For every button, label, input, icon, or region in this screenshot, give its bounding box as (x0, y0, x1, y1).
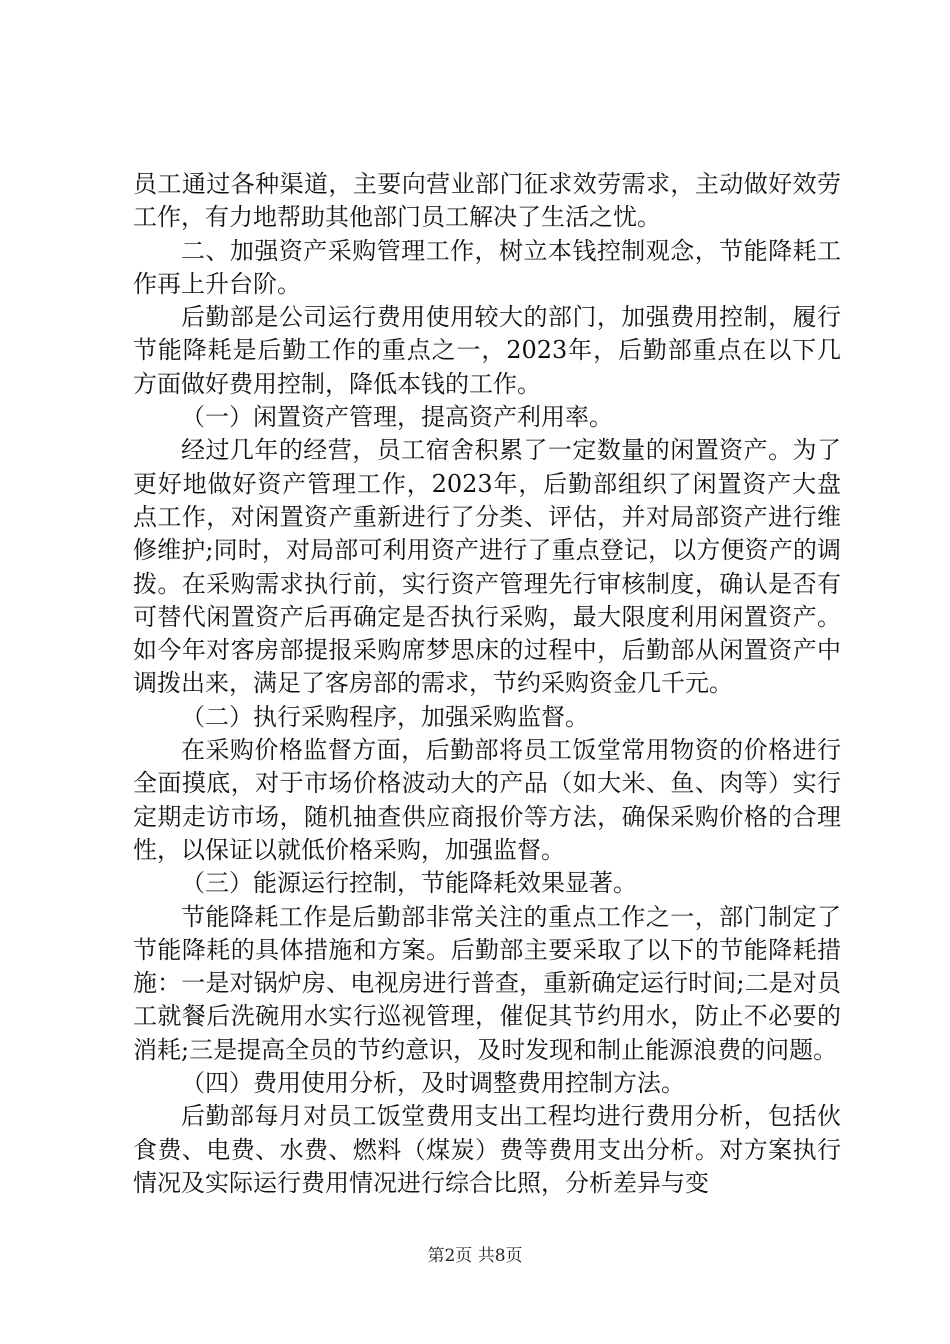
paragraph-idle-assets: 经过几年的经营，员工宿舍积累了一定数量的闲置资产。为了更好地做好资产管理工作，2023年，后勤部组织了闲置资产大盘点工作，对闲置资产重新进行了分类、评估，并对局部资产进行维修维护;同时，对局部可利用资产进行了重点登记，以方便资产的调拨。在采购需求执行前，实行资产管理先行审核制度，确认是否有可替代闲置资产后再确定是否执行采购，最大限度利用闲置资产。如今年对客房部提报采购席梦思床的过程中，后勤部从闲置资产中调拨出来，满足了客房部的需求，节约采购资金几千元。 (133, 436, 841, 698)
subsection-heading-2: （二）执行采购程序，加强采购监督。 (181, 702, 589, 731)
paragraph-cost-analysis: 后勤部每月对员工饭堂费用支出工程均进行费用分析，包括伙食费、电费、水费、燃料（煤炭）费等费用支出分析。对方案执行情况及实际运行费用情况进行综合比照，分析差异与变 (133, 1102, 841, 1197)
page-number: 第2页 共8页 (427, 1246, 523, 1266)
paragraph-intro: 后勤部是公司运行费用使用较大的部门，加强费用控制，履行节能降耗是后勤工作的重点之一，2023年，后勤部重点在以下几方面做好费用控制，降低本钱的工作。 (133, 303, 841, 398)
paragraph-procurement: 在采购价格监督方面，后勤部将员工饭堂常用物资的价格进行全面摸底，对于市场价格波动大的产品（如大米、鱼、肉等）实行定期走访市场，随机抽查供应商报价等方法，确保采购价格的合理性，以保证以就低价格采购，加强监督。 (133, 736, 841, 864)
section-heading-2: 二、加强资产采购管理工作，树立本钱控制观念，节能降耗工作再上升台阶。 (133, 236, 841, 298)
paragraph-continuation: 员工通过各种渠道，主要向营业部门征求效劳需求，主动做好效劳工作，有力地帮助其他部门员工解决了生活之忧。 (133, 170, 841, 232)
subsection-heading-4: （四）费用使用分析，及时调整费用控制方法。 (181, 1069, 685, 1098)
page-body (133, 168, 841, 1200)
paragraph-energy: 节能降耗工作是后勤部非常关注的重点工作之一，部门制定了节能降耗的具体措施和方案。后勤部主要采取了以下的节能降耗措施：一是对锅炉房、电视房进行普查，重新确定运行时间;二是对员工就餐后洗碗用水实行巡视管理，催促其节约用水，防止不必要的消耗;三是提高全员的节约意识，及时发现和制止能源浪费的问题。 (133, 902, 841, 1064)
page-footer (0, 1245, 950, 1267)
subsection-heading-1: （一）闲置资产管理，提高资产利用率。 (181, 403, 613, 432)
subsection-heading-3: （三）能源运行控制，节能降耗效果显著。 (181, 869, 637, 898)
